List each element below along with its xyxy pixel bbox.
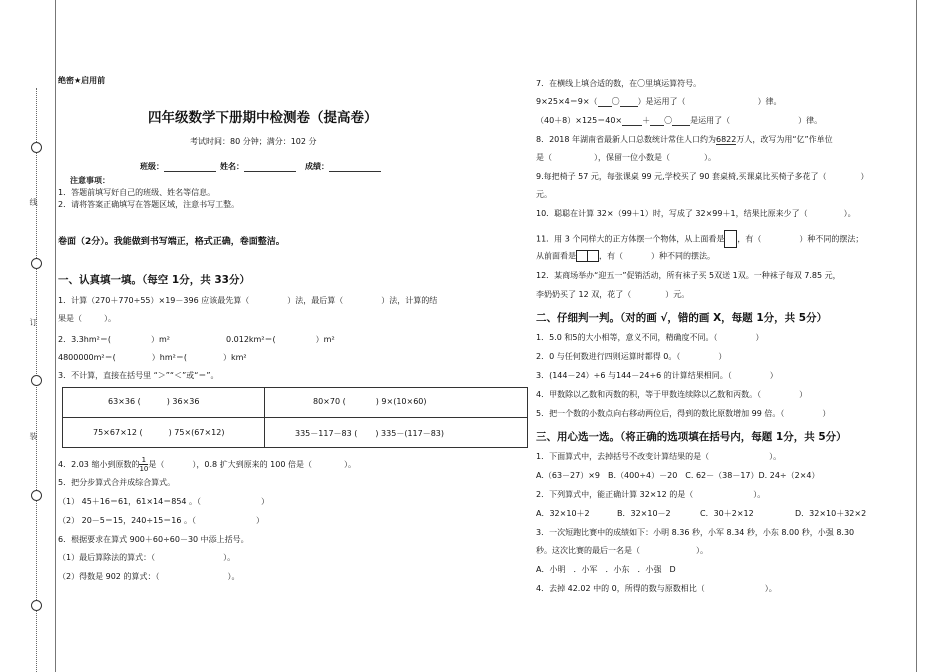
- q6-2: （2）得数是 902 的算式：（ ）。: [58, 572, 240, 581]
- section3-title: 三、用心选一选。（将正确的选项填在括号内，每题 1分，共 5分）: [536, 431, 847, 443]
- table-cell: 63×36 ( ) 36×36: [108, 397, 200, 406]
- q7-text: 7．在横线上填合适的数，在〇里填运算符号。: [536, 79, 702, 88]
- binding-circle: [31, 600, 42, 611]
- choice-q3-line2: 秒。这次比赛的最后一名是（ ）。: [536, 546, 708, 555]
- q1-line2: 果是（ ）。: [58, 314, 116, 323]
- q6-1: （1）最后算除法的算式：（ ）。: [58, 553, 236, 562]
- exam-info: 考试时间：80 分钟；满分：102 分: [190, 137, 317, 146]
- q2-line1: 2．3.3hm²＝( ）m² 0.012km²＝( ）m²: [58, 335, 335, 344]
- choice-q2-option: B．32×10－2: [617, 509, 671, 518]
- q9-line1: 9.每把椅子 57 元，每张课桌 99 元,学校买了 90 套桌椅,买课桌比买椅子多花了（ ）: [536, 172, 869, 181]
- q5-text: 5．把分步算式合并成综合算式。: [58, 478, 176, 487]
- secret-mark: 绝密★启用前: [58, 76, 106, 85]
- choice-q2: 2．下列算式中，能正确计算 32×12 的是（ ）。: [536, 490, 766, 499]
- choice-q3-options: A．小明 ．小军 ．小东 ．小强 D: [536, 565, 676, 574]
- top-view-square-icon: [724, 230, 737, 248]
- choice-q2-option: D．32×10＋32×2: [795, 509, 867, 518]
- binding-circle: [31, 142, 42, 153]
- q5-2: （2） 20－5＝15，240÷15＝16 。（ ）: [58, 516, 264, 525]
- name-label: 姓名：: [220, 162, 244, 171]
- binding-label-line: 线: [29, 198, 38, 206]
- q4-line: 4．2.03 缩小到原数的 $\frac{1}{10}$ 是（ ），0.8 扩大到原来的 100 倍是（ ）。: [58, 456, 356, 473]
- margin-line: [55, 0, 56, 672]
- q6-text: 6．根据要求在算式 900＋60÷60－30 中添上括号。: [58, 535, 249, 544]
- choice-q1-options: A.（63－27）×9 B.（400÷4）－20 C. 62－（38－17）D. 24÷（2×4）: [536, 471, 820, 480]
- judge-item: 3．(144－24）÷6 与144－24÷6 的计算结果相同。（ ）: [536, 371, 778, 380]
- q10-line: 10．聪聪在计算 32×（99＋1）时，写成了 32×99＋1，结果比原来少了（ ）。: [536, 209, 856, 218]
- binding-label-bind: 订: [29, 318, 38, 326]
- table-cell: 80×70 ( ) 9×(10×60): [313, 397, 427, 406]
- score-label: 成绩：: [305, 162, 329, 171]
- notes-heading: 注意事项：: [70, 176, 110, 185]
- q11-line2: 从前面看是 ，有（ ）种不同的摆法。: [536, 251, 715, 261]
- front-view-two-squares-icon: [576, 250, 599, 262]
- class-field[interactable]: [140, 161, 216, 172]
- binding-circle: [31, 258, 42, 269]
- q7-2: （40＋8）×125＝40× ＋ 〇 是运用了（ ）律。: [536, 116, 823, 125]
- q5-1: （1） 45＋16＝61，61×14＝854 。（ ）: [58, 497, 270, 506]
- choice-q1: 1．下面算式中，去掉括号不改变计算结果的是（ ）。: [536, 452, 782, 461]
- class-label: 班级：: [140, 162, 164, 171]
- binding-label-stitch: 装: [29, 432, 38, 440]
- judge-item: 4．甲数除以乙数和丙数的积，等于甲数连续除以乙数和丙数。（ ）: [536, 390, 808, 399]
- name-field[interactable]: [220, 161, 296, 172]
- table-cell: 75×67×12 ( ) 75×(67×12): [93, 428, 225, 437]
- q12-line2: 李奶奶买了 12 双，花了（ ）元。: [536, 290, 690, 299]
- neatness-line: 卷面（2分）。我能做到书写端正，格式正确，卷面整洁。: [58, 237, 285, 247]
- q2-line2: 4800000m²＝( ）hm²＝( ）km²: [58, 353, 247, 362]
- score-field[interactable]: [305, 161, 381, 172]
- q1-line1: 1．计算（270＋770÷55）×19－396 应该最先算（ ）法，最后算（ ）法，计算的结: [58, 296, 438, 305]
- q7-1: 9×25×4＝9×（ 〇 ）是运用了（ ）律。: [536, 97, 782, 106]
- judge-item: 5．把一个数的小数点向右移动两位后，得到的数比原数增加 99 倍。（ ）: [536, 409, 831, 418]
- section1-title: 一、认真填一填。（每空 1分，共 33分）: [58, 274, 250, 286]
- choice-q2-option: A．32×10＋2: [536, 509, 590, 518]
- compare-table: [62, 387, 528, 448]
- q9-line2: 元。: [536, 190, 552, 199]
- page-title: 四年级数学下册期中检测卷（提高卷）: [148, 110, 378, 126]
- q8-line1: 8．2018 年湖南省最新人口总数统计常住人口约为6822万人，改写为用“亿”作单位: [536, 135, 833, 144]
- choice-q2-option: C．30＋2×12: [700, 509, 754, 518]
- binding-circle: [31, 375, 42, 386]
- fraction: $\frac{1}{10}$: [139, 456, 149, 473]
- right-margin-line: [916, 0, 917, 672]
- judge-item: 2．0 与任何数进行四则运算时都得 0。（ ）: [536, 352, 727, 361]
- section2-title: 二、仔细判一判。（对的画 √，错的画 X，每题 1分，共 5分）: [536, 312, 828, 324]
- note-item: 2．请将答案正确填写在答题区域，注意书写工整。: [58, 200, 240, 209]
- judge-item: 1．5.0 和5的大小相等，意义不同，精确度不同。（ ）: [536, 333, 764, 342]
- note-item: 1．答题前填写好自己的班级、姓名等信息。: [58, 188, 216, 197]
- binding-circle: [31, 490, 42, 501]
- choice-q3-line1: 3．一次短跑比赛中的成绩如下：小明 8.36 秒，小军 8.34 秒，小东 8.00 秒，小强 8.30: [536, 528, 855, 537]
- table-cell: 335－117－83 ( ) 335－(117－83): [295, 429, 445, 438]
- q3-text: 3．不计算，直接在括号里 “＞”“＜”或“＝”。: [58, 371, 219, 380]
- q12-line1: 12．某商场举办“迎五一”促销活动，所有袜子买 5双送 1双。一种袜子每双 7.85 元，: [536, 271, 841, 280]
- choice-q4: 4．去掉 42.02 中的 0，所得的数与原数相比（ ）。: [536, 584, 777, 593]
- q8-line2: 是（ ），保留一位小数是（ ）。: [536, 153, 716, 162]
- q11-line1: 11．用 3 个同样大的正方体摆一个物体，从上面看是 ，有（ ）种不同的摆法；: [536, 230, 863, 248]
